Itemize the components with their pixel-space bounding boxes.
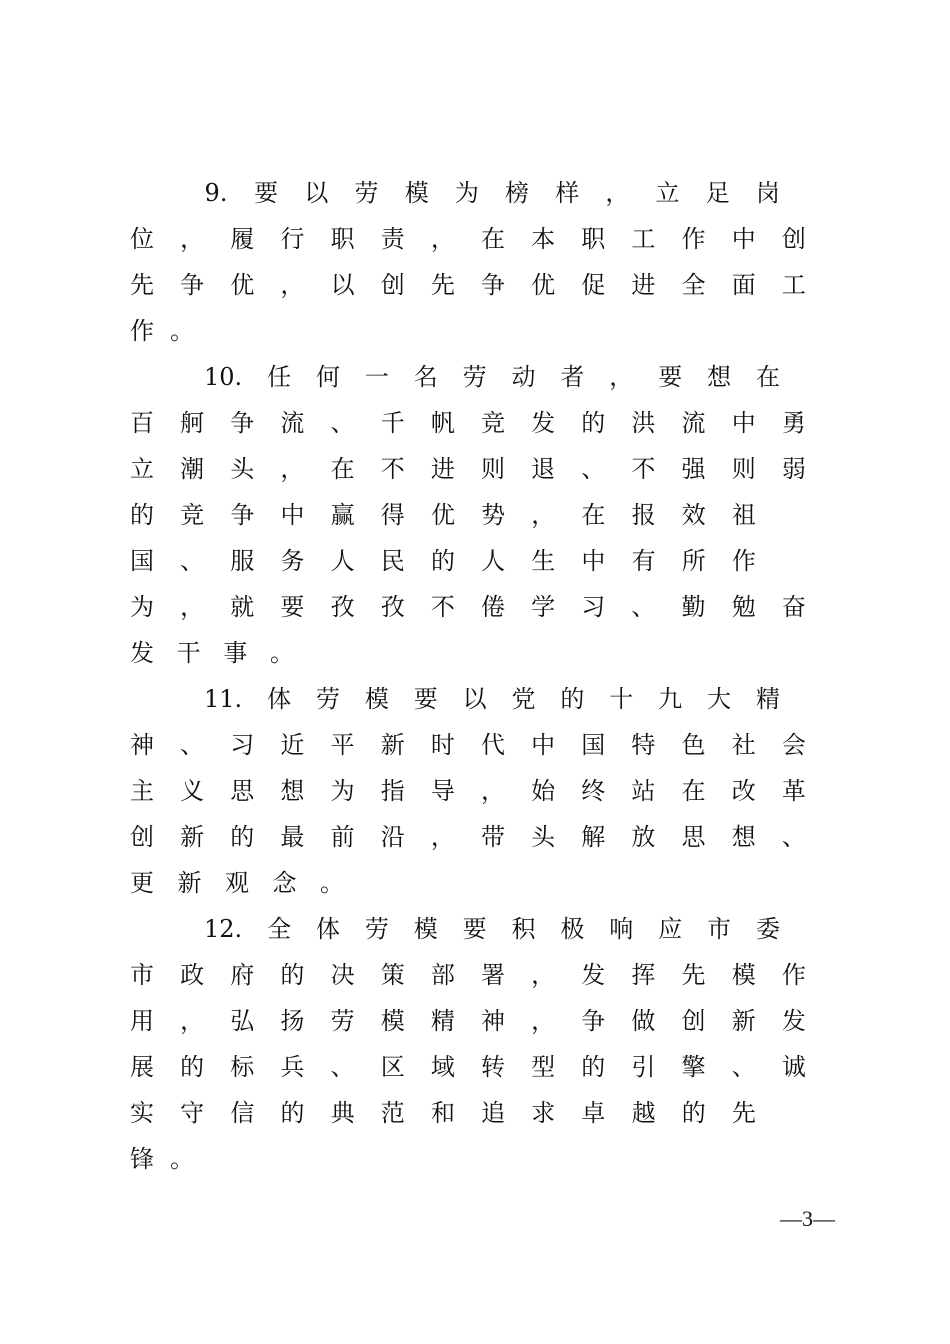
para1-line-2: 位 ， 履 行 职 责 ， 在 本 职 工 作 中 创: [130, 225, 806, 253]
para4-line-6: 锋 。: [130, 1145, 194, 1173]
para2-line-3: 立 潮 头 ， 在 不 进 则 退 、 不 强 则 弱: [130, 455, 806, 483]
para4-line-3: 用 ， 弘 扬 劳 模 精 神 ， 争 做 创 新 发: [130, 1007, 806, 1035]
para2-line-4: 的 竞 争 中 赢 得 优 势 ， 在 报 效 祖: [130, 501, 756, 529]
para1-line-4: 作 。: [130, 317, 194, 345]
para4-line-5: 实 守 信 的 典 范 和 追 求 卓 越 的 先: [130, 1099, 756, 1127]
para4-line-4: 展 的 标 兵 、 区 域 转 型 的 引 擎 、 诚: [130, 1053, 806, 1081]
para2-line-7: 发 干 事 。: [130, 639, 294, 667]
para2-line-6: 为 ， 就 要 孜 孜 不 倦 学 习 、 勤 勉 奋: [130, 593, 806, 621]
para2-line-2: 百 舸 争 流 、 千 帆 竞 发 的 洪 流 中 勇: [130, 409, 806, 437]
para4-line-1: 12. 全 体 劳 模 要 积 极 响 应 市 委: [204, 915, 780, 943]
para4-line-2: 市 政 府 的 决 策 部 署 ， 发 挥 先 模 作: [130, 961, 806, 989]
para3-line-1: 11. 体 劳 模 要 以 党 的 十 九 大 精: [204, 685, 780, 713]
para3-line-3: 主 义 思 想 为 指 导 ， 始 终 站 在 改 革: [130, 777, 806, 805]
para3-line-2: 神 、 习 近 平 新 时 代 中 国 特 色 社 会: [130, 731, 806, 759]
para2-line-1: 10. 任 何 一 名 劳 动 者 ， 要 想 在: [204, 363, 780, 391]
para1-line-1: 9. 要 以 劳 模 为 榜 样 ， 立 足 岗: [204, 179, 780, 207]
para3-line-5: 更 新 观 念 。: [130, 869, 344, 897]
para2-line-5: 国 、 服 务 人 民 的 人 生 中 有 所 作: [130, 547, 756, 575]
para1-line-3: 先 争 优 ， 以 创 先 争 优 促 进 全 面 工: [130, 271, 806, 299]
page-number: —3—: [780, 1206, 835, 1231]
para3-line-4: 创 新 的 最 前 沿 ， 带 头 解 放 思 想 、: [130, 823, 806, 851]
